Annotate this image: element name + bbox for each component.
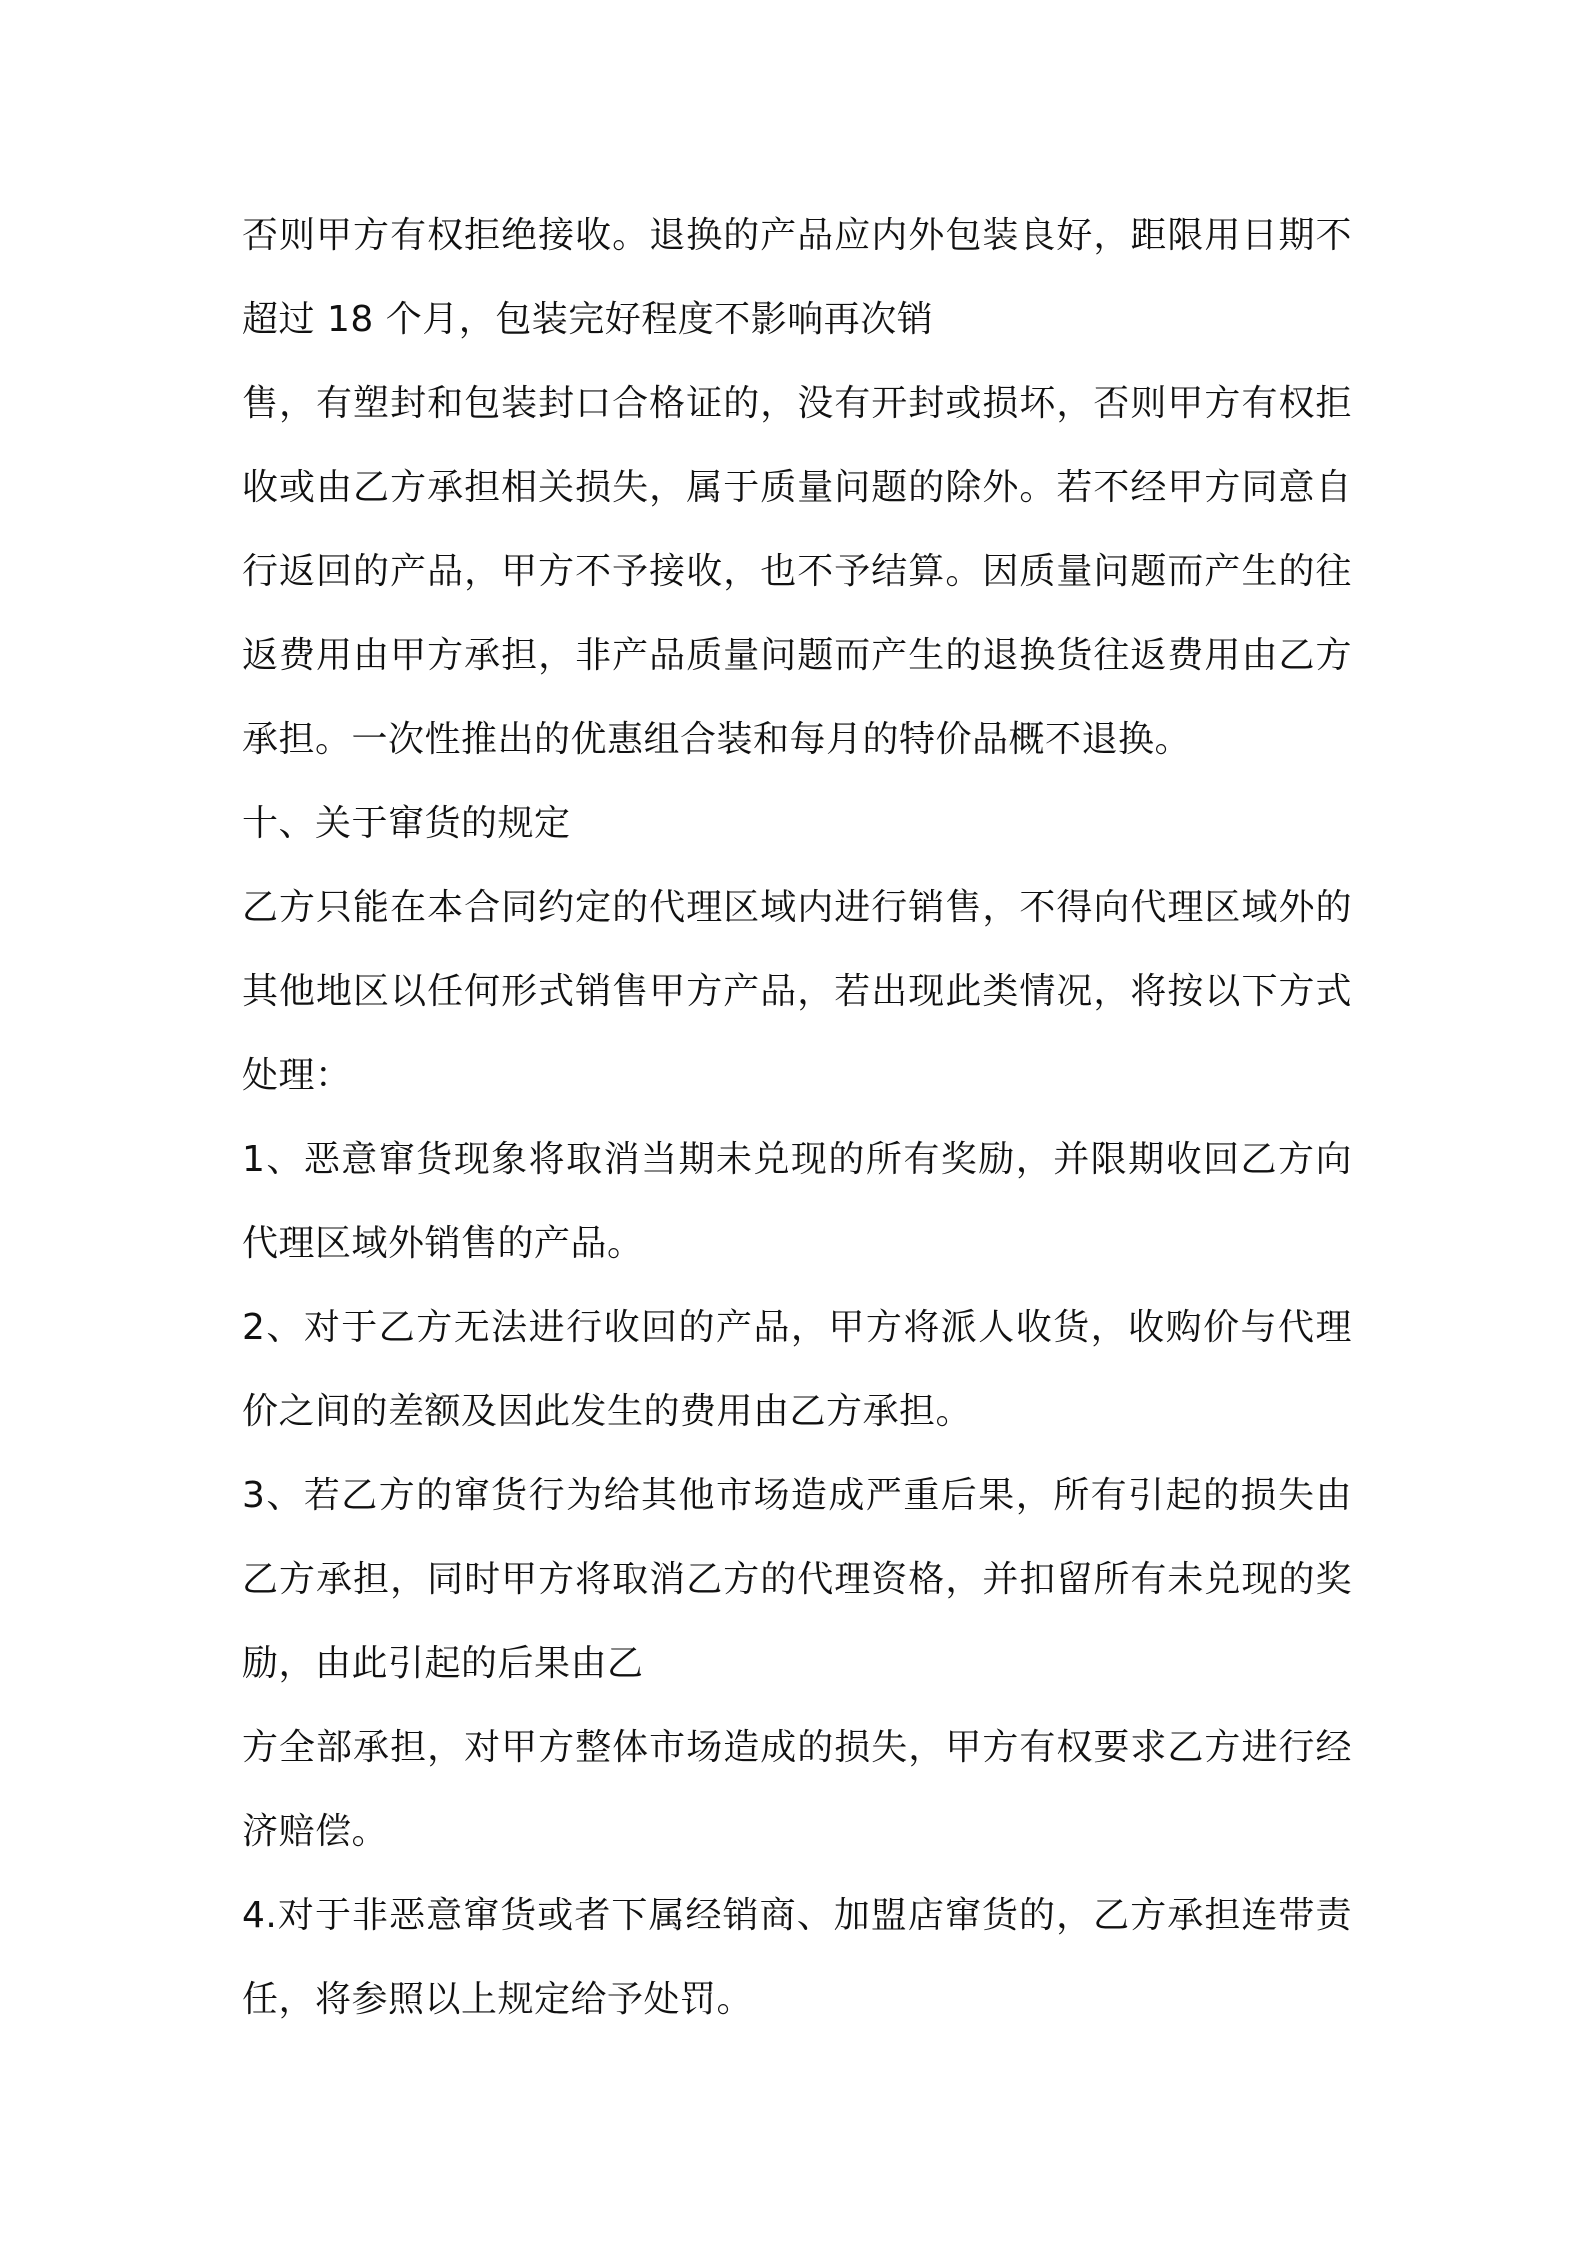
list-item-line: 任，将参照以上规定给予处罚。: [242, 1979, 754, 2020]
list-item-line: 价之间的差额及因此发生的费用由乙方承担。: [242, 1391, 973, 1432]
text-line: 其他地区以任何形式销售甲方产品，若出现此类情况，将按以下方式: [242, 971, 1352, 1012]
list-item-line: 3、若乙方的窜货行为给其他市场造成严重后果，所有引起的损失由: [242, 1475, 1352, 1516]
document-body: [242, 194, 1352, 2042]
list-item-line: 1、恶意窜货现象将取消当期未兑现的所有奖励，并限期收回乙方向: [242, 1139, 1352, 1180]
text-line: 超过 18 个月，包装完好程度不影响再次销: [242, 299, 934, 340]
list-item-line: 代理区域外销售的产品。: [242, 1223, 644, 1264]
text-line: 承担。一次性推出的优惠组合装和每月的特价品概不退换。: [242, 719, 1192, 760]
list-item-line: 方全部承担，对甲方整体市场造成的损失，甲方有权要求乙方进行经: [242, 1727, 1352, 1768]
list-item-line: 2、对于乙方无法进行收回的产品，甲方将派人收货，收购价与代理: [242, 1307, 1352, 1348]
text-line: 售，有塑封和包装封口合格证的，没有开封或损坏，否则甲方有权拒: [242, 383, 1352, 424]
section-heading: 十、关于窜货的规定: [242, 803, 571, 844]
text-line: 处理：: [242, 1055, 352, 1096]
text-line: 返费用由甲方承担，非产品质量问题而产生的退换货往返费用由乙方: [242, 635, 1352, 676]
list-item-line: 4.对于非恶意窜货或者下属经销商、加盟店窜货的，乙方承担连带责: [242, 1895, 1352, 1936]
list-item-line: 励，由此引起的后果由乙: [242, 1643, 644, 1684]
text-line: 收或由乙方承担相关损失，属于质量问题的除外。若不经甲方同意自: [242, 467, 1352, 508]
text-line: 行返回的产品，甲方不予接收，也不予结算。因质量问题而产生的往: [242, 551, 1352, 592]
list-item-line: 乙方承担，同时甲方将取消乙方的代理资格，并扣留所有未兑现的奖: [242, 1559, 1352, 1600]
list-item-line: 济赔偿。: [242, 1811, 389, 1852]
text-line: 否则甲方有权拒绝接收。退换的产品应内外包装良好，距限用日期不: [242, 215, 1352, 256]
text-line: 乙方只能在本合同约定的代理区域内进行销售，不得向代理区域外的: [242, 887, 1352, 928]
